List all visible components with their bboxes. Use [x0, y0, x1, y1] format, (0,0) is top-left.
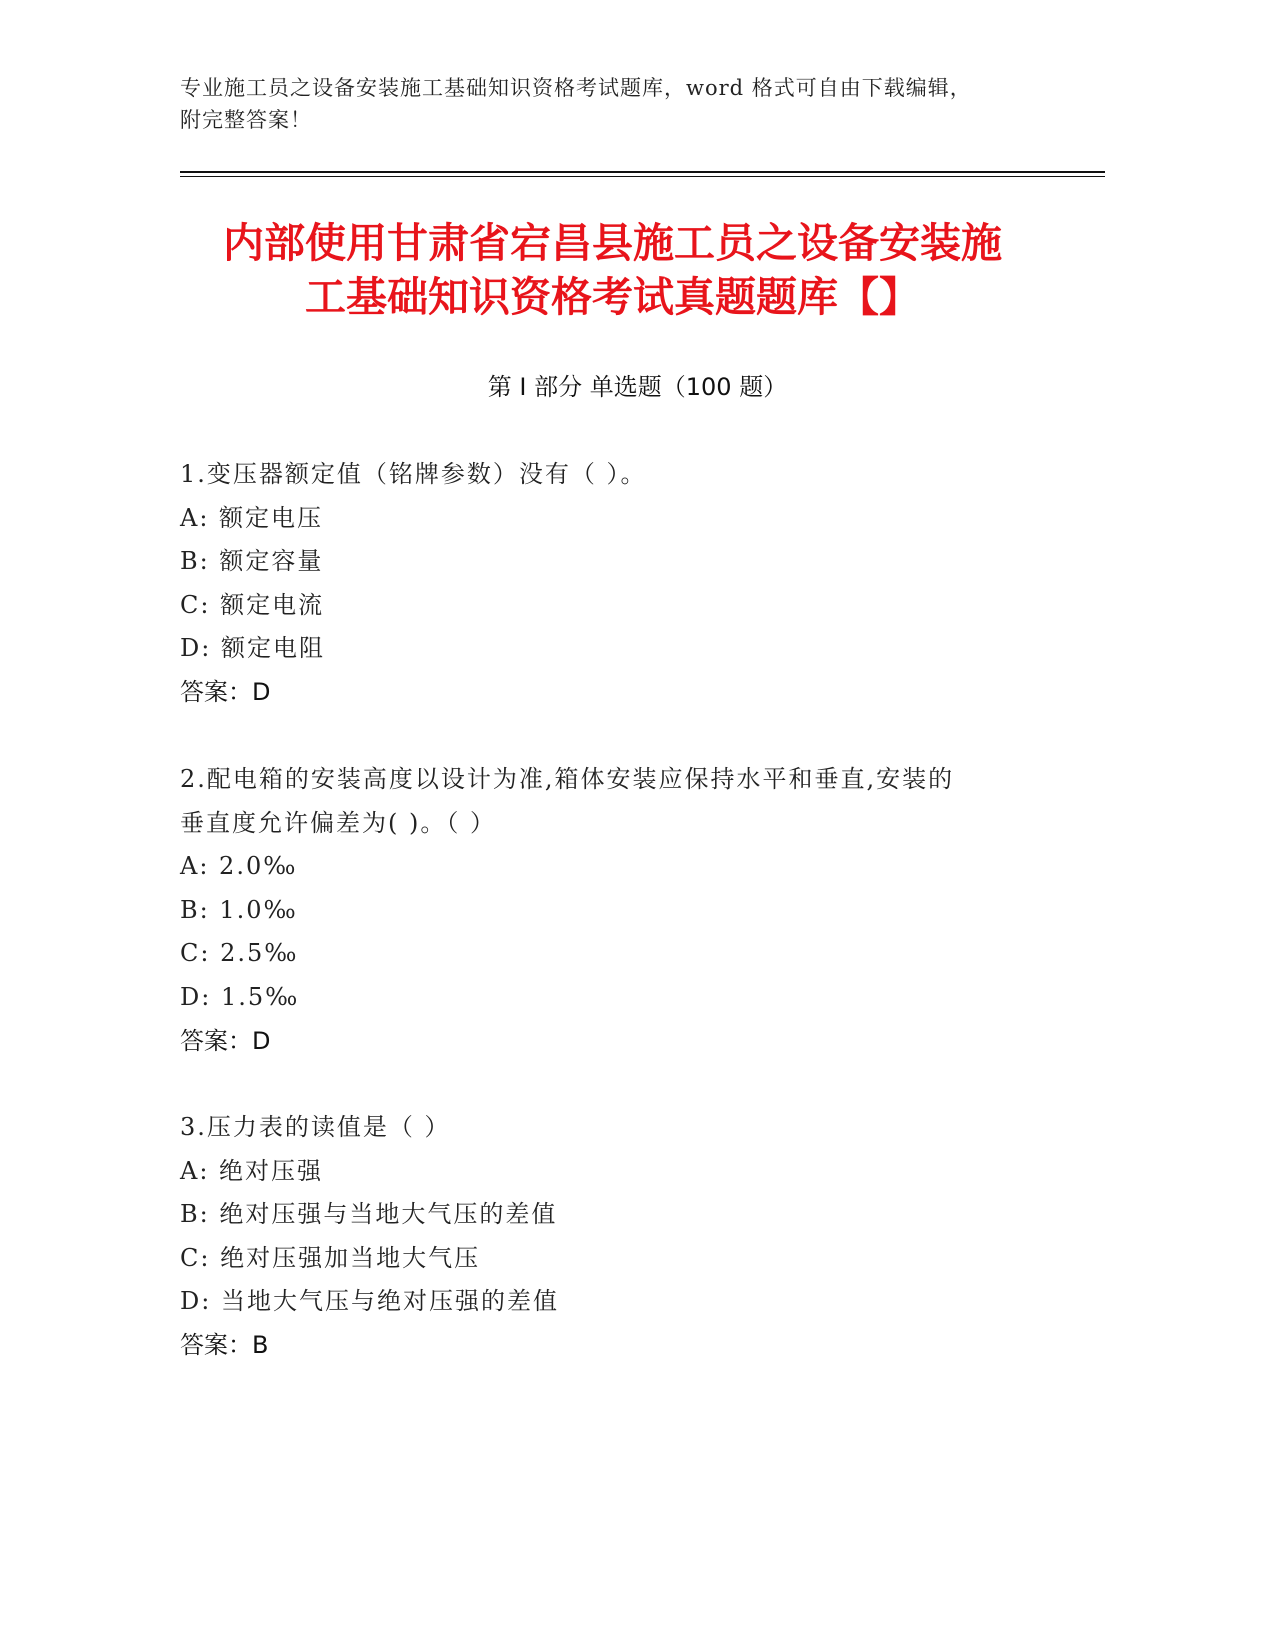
question-stem: 1.变压器额定值（铭牌参数）没有（ ）。: [180, 460, 647, 488]
option-a: A: 额定电压: [180, 503, 324, 532]
question-stem: 2.配电箱的安装高度以设计为准,箱体安装应保持水平和垂直,安装的: [180, 765, 955, 793]
option-d: D: 额定电阻: [180, 634, 325, 663]
answer-line: 答案：D: [180, 1026, 271, 1055]
option-c: C: 绝对压强加当地大气压: [180, 1243, 481, 1272]
title-line: 内部使用甘肃省宕昌县施工员之设备安装施: [223, 219, 1002, 267]
option-b: B: 额定容量: [180, 547, 324, 576]
option-a: A: 2.0‰: [180, 852, 298, 881]
question-stem: 3.压力表的读值是（ ）: [180, 1113, 451, 1141]
section-heading: 第 I 部分 单选题（100 题）: [487, 373, 788, 401]
header-note-line: 专业施工员之设备安装施工基础知识资格考试题库，word 格式可自由下载编辑，: [180, 76, 972, 100]
answer-line: 答案：B: [180, 1330, 269, 1359]
header-divider: [180, 171, 1105, 173]
header-note: [180, 72, 1080, 136]
header-note-line: 附完整答案！: [180, 108, 312, 132]
option-d: D: 当地大气压与绝对压强的差值: [180, 1287, 559, 1316]
option-b: B: 绝对压强与当地大气压的差值: [180, 1200, 558, 1229]
question-stem: 垂直度允许偏差为( )。（ ）: [180, 808, 496, 837]
header-divider: [180, 176, 1105, 177]
option-c: C: 额定电流: [180, 590, 325, 619]
option-c: C: 2.5‰: [180, 939, 299, 968]
option-d: D: 1.5‰: [180, 982, 300, 1011]
option-b: B: 1.0‰: [180, 895, 298, 924]
option-a: A: 绝对压强: [180, 1156, 324, 1185]
question-block: [180, 758, 1080, 1063]
answer-line: 答案：D: [180, 677, 271, 706]
document-title: [150, 216, 1075, 324]
question-block: [180, 453, 1080, 715]
title-line: 工基础知识资格考试真题题库【】: [305, 273, 920, 321]
question-block: [180, 1106, 1080, 1368]
